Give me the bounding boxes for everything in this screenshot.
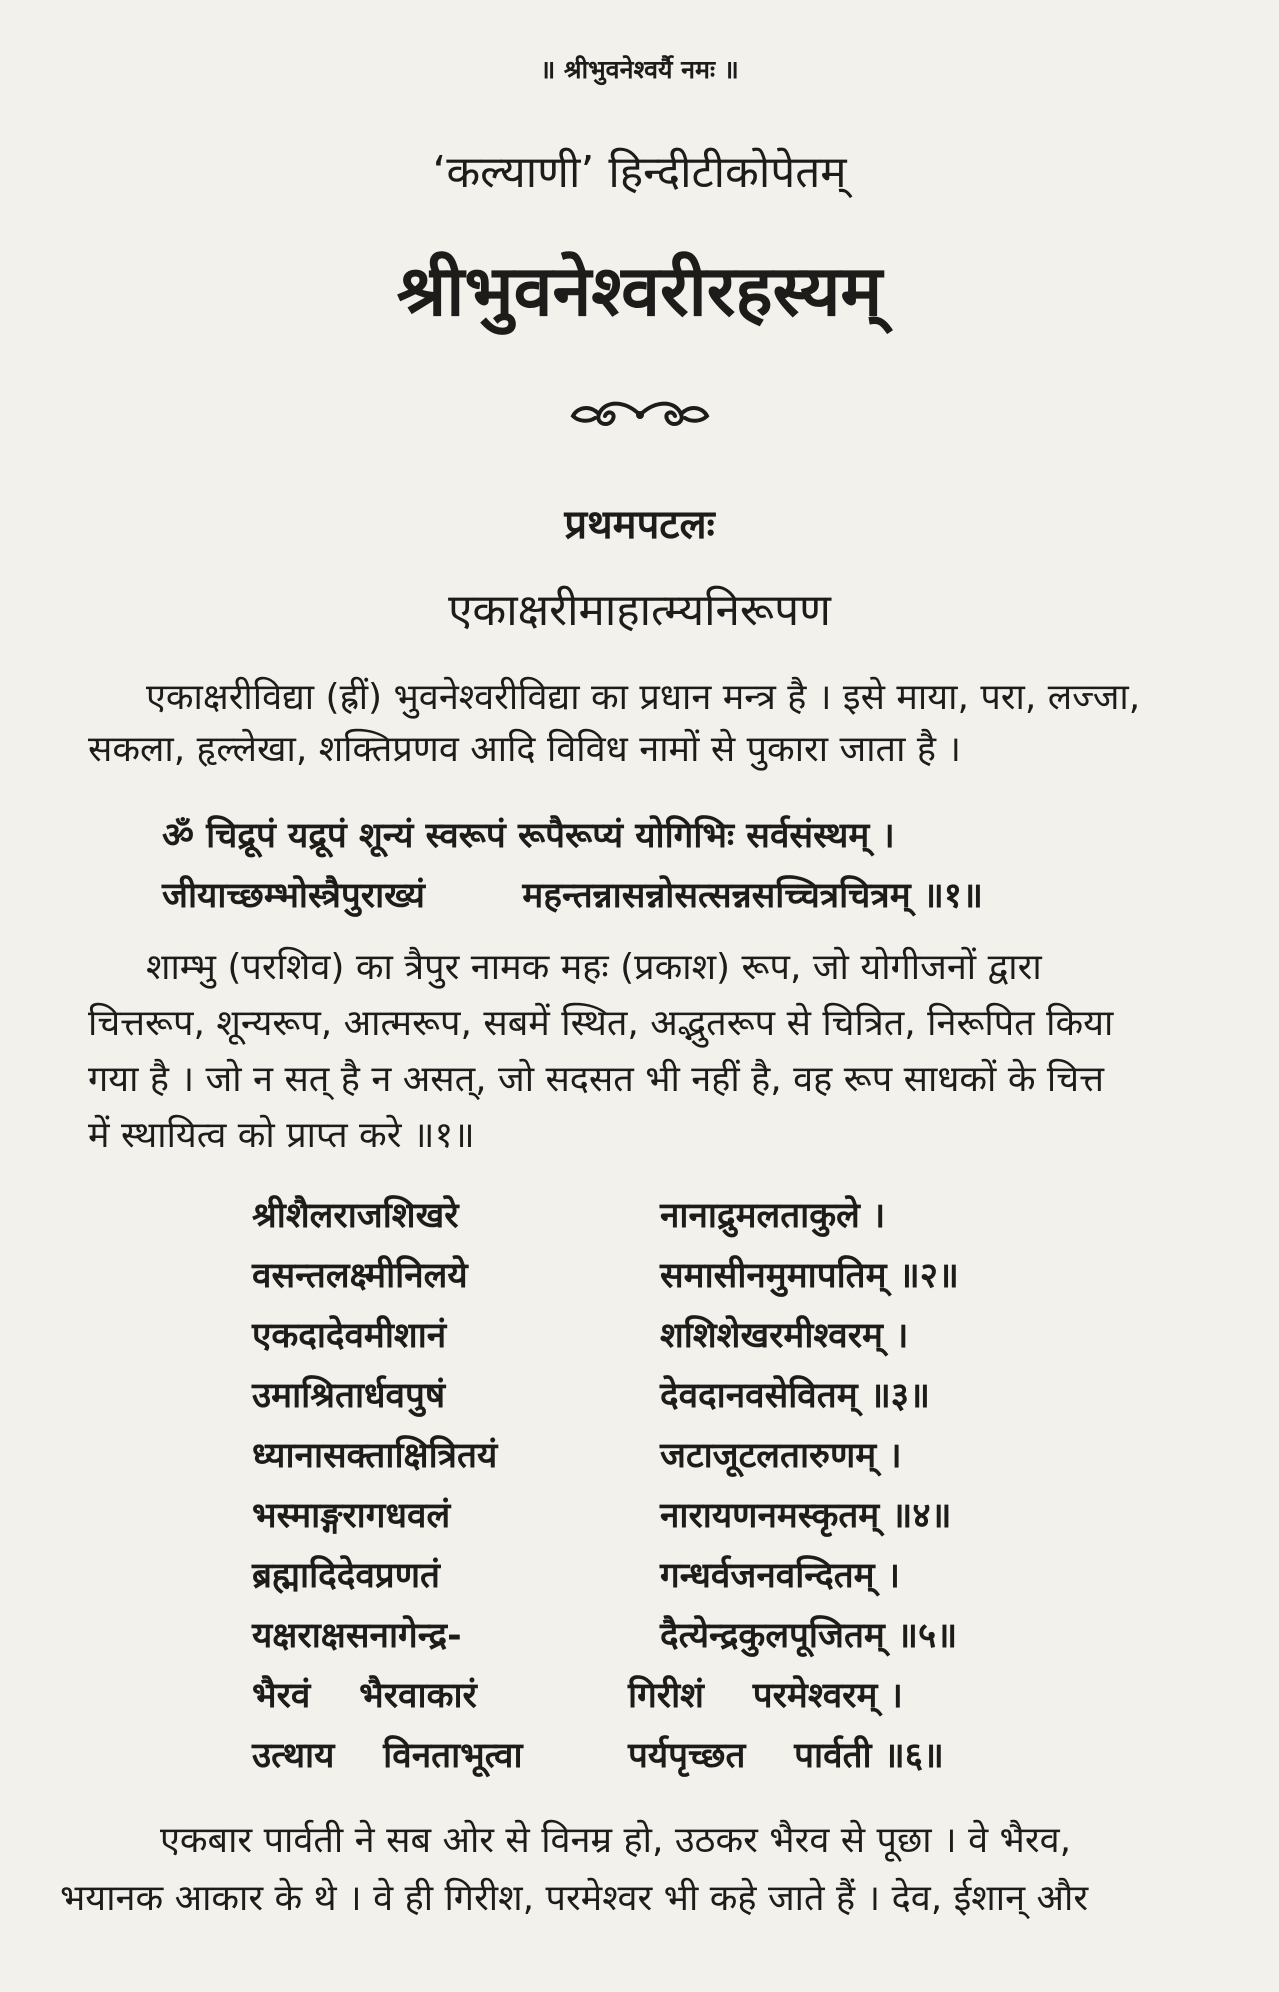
verse-right: समासीनमुमापतिम् ॥२॥ — [660, 1256, 959, 1296]
verse-left: उत्थाय विनताभूत्वा — [252, 1736, 523, 1776]
verse-left: एकदादेवमीशानं — [252, 1316, 447, 1356]
ornament-icon — [0, 392, 1279, 442]
verse-right: दैत्येन्द्रकुलपूजितम् ॥५॥ — [660, 1616, 958, 1656]
verse-left: श्रीशैलराजशिखरे — [252, 1196, 459, 1236]
verse-right: नारायणनमस्कृतम् ॥४॥ — [660, 1496, 952, 1536]
chapter-heading: प्रथमपटलः — [564, 502, 715, 548]
intro-paragraph — [88, 672, 1238, 776]
verse-right: गन्धर्वजनवन्दितम् । — [660, 1556, 901, 1596]
subtitle: ‘कल्याणी’ हिन्दीटीकोपेतम् — [432, 147, 847, 198]
verse-right: देवदानवसेवितम् ॥३॥ — [660, 1376, 930, 1416]
verse-right: नानाद्रुमलताकुले । — [660, 1196, 886, 1236]
text-line: गया है । जो न सत् है न असत्, जो सदसत भी नहीं है, वह रूप साधकों के चित्त — [88, 1059, 1104, 1100]
verse-right: पर्यपृच्छत पार्वती ॥६॥ — [628, 1736, 944, 1776]
text-line: भयानक आकार के थे । वे ही गिरीश, परमेश्वर भी कहे जाते हैं । देव, ईशान् और — [60, 1878, 1089, 1919]
section-heading: एकाक्षरीमाहात्म्यनिरूपण — [448, 585, 831, 636]
verse-left: वसन्तलक्ष्मीनिलये — [252, 1256, 468, 1296]
verse-right: शशिशेखरमीश्वरम् । — [660, 1316, 909, 1356]
text-line: में स्थायित्व को प्राप्त करे ॥१॥ — [88, 1115, 475, 1156]
verse-line: ॐ चिद्रूपं यद्रूपं शून्यं स्वरूपं रूपैरूप्यं योगिभिः सर्वसंस्थम् । — [162, 816, 895, 856]
verse-right: गिरीशं परमेश्वरम् । — [628, 1676, 903, 1716]
invocation: ॥ श्रीभुवनेश्वर्यै नमः ॥ — [540, 55, 739, 84]
verse-left: ध्यानासक्ताक्षित्रितयं — [252, 1436, 498, 1476]
verse-right: जटाजूटलतारुणम् । — [660, 1436, 902, 1476]
text-line: शाम्भु (परशिव) का त्रैपुर नामक महः (प्रकाश) रूप, जो योगीजनों द्वारा — [146, 947, 1042, 988]
text-line: एकबार पार्वती ने सब ओर से विनम्र हो, उठकर भैरव से पूछा । वे भैरव, — [160, 1820, 1072, 1861]
verse-left: ब्रह्मादिदेवप्रणतं — [252, 1556, 440, 1596]
verse-left: यक्षराक्षसनागेन्द्र- — [252, 1616, 462, 1656]
commentary-paragraph — [88, 940, 1238, 1164]
text-line: चित्तरूप, शून्यरूप, आत्मरूप, सबमें स्थित, अद्भुतरूप से चित्रित, निरूपित किया — [88, 1003, 1114, 1044]
page-title: श्रीभुवनेश्वरीरहस्यम् — [396, 250, 883, 332]
verse-left: भस्माङ्गरागधवलं — [252, 1496, 451, 1536]
commentary-paragraph — [60, 1812, 1250, 1928]
verse-line: जीयाच्छम्भोस्त्रैपुराख्यं महन्तन्नासन्नोसत्सन्नसच्चित्रचित्रम् ॥१॥ — [162, 876, 983, 916]
text-line: सकला, हृल्लेखा, शक्तिप्रणव आदि विविध नामों से पुकारा जाता है । — [88, 729, 962, 770]
text-line: एकाक्षरीविद्या (ह्रीं) भुवनेश्वरीविद्या का प्रधान मन्त्र है । इसे माया, परा, लज्जा, — [146, 677, 1141, 718]
verse-left: उमाश्रितार्धवपुषं — [252, 1376, 446, 1416]
verse-left: भैरवं भैरवाकारं — [252, 1676, 477, 1716]
